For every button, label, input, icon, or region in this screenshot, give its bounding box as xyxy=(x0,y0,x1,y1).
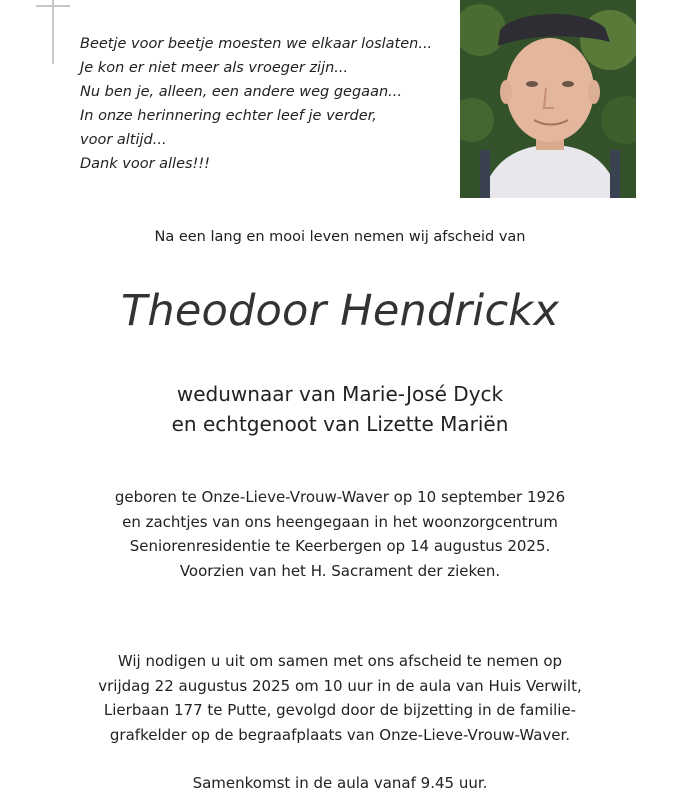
birth-death-info xyxy=(0,485,680,583)
poem-line: Je kon er niet meer als vroeger zijn... xyxy=(80,60,349,76)
poem-line: Beetje voor beetje moesten we elkaar loslaten... xyxy=(80,36,433,52)
birth-death-line: geboren te Onze-Lieve-Vrouw-Waver op 10 september 1926 xyxy=(114,488,566,506)
cross-vertical-bar xyxy=(52,0,54,64)
poem-line: Nu ben je, alleen, een andere weg gegaan... xyxy=(80,84,402,100)
birth-death-line: en zachtjes van ons heengegaan in het woonzorgcentrum xyxy=(122,512,558,531)
gathering-note: Samenkomst in de aula vanaf 9.45 uur. xyxy=(192,774,488,792)
spouse-info xyxy=(0,379,680,439)
portrait-photo xyxy=(460,0,636,198)
invitation-line: grafkelder op de begraafplaats van Onze-Lieve-Vrouw-Waver. xyxy=(109,725,571,744)
portrait-illustration xyxy=(460,0,636,198)
invitation-line: Wij nodigen u uit om samen met ons afscheid te nemen op xyxy=(117,652,563,670)
birth-death-line: Voorzien van het H. Sacrament der zieken. xyxy=(179,561,501,580)
funeral-invitation xyxy=(0,649,680,747)
spouse-line: en echtgenoot van Lizette Mariën xyxy=(171,412,509,436)
cross-icon xyxy=(36,0,72,66)
spouse-line: weduwnaar van Marie-José Dyck xyxy=(176,382,504,406)
poem-line: voor altijd... xyxy=(80,132,167,148)
birth-death-line: Seniorenresidentie te Keerbergen op 14 augustus 2025. xyxy=(129,537,551,555)
intro-text: Na een lang en mooi leven nemen wij afscheid van xyxy=(154,229,526,245)
invitation-line: vrijdag 22 augustus 2025 om 10 uur in de aula van Huis Verwilt, xyxy=(98,676,582,695)
cross-horizontal-bar xyxy=(36,5,70,7)
poem-line: In onze herinnering echter leef je verder, xyxy=(80,108,377,124)
invitation-line: Lierbaan 177 te Putte, gevolgd door de bijzetting in de familie- xyxy=(103,701,577,719)
poem xyxy=(80,32,455,176)
poem-line: Dank voor alles!!! xyxy=(80,156,210,172)
deceased-name: Theodoor Hendrickx xyxy=(120,286,560,336)
